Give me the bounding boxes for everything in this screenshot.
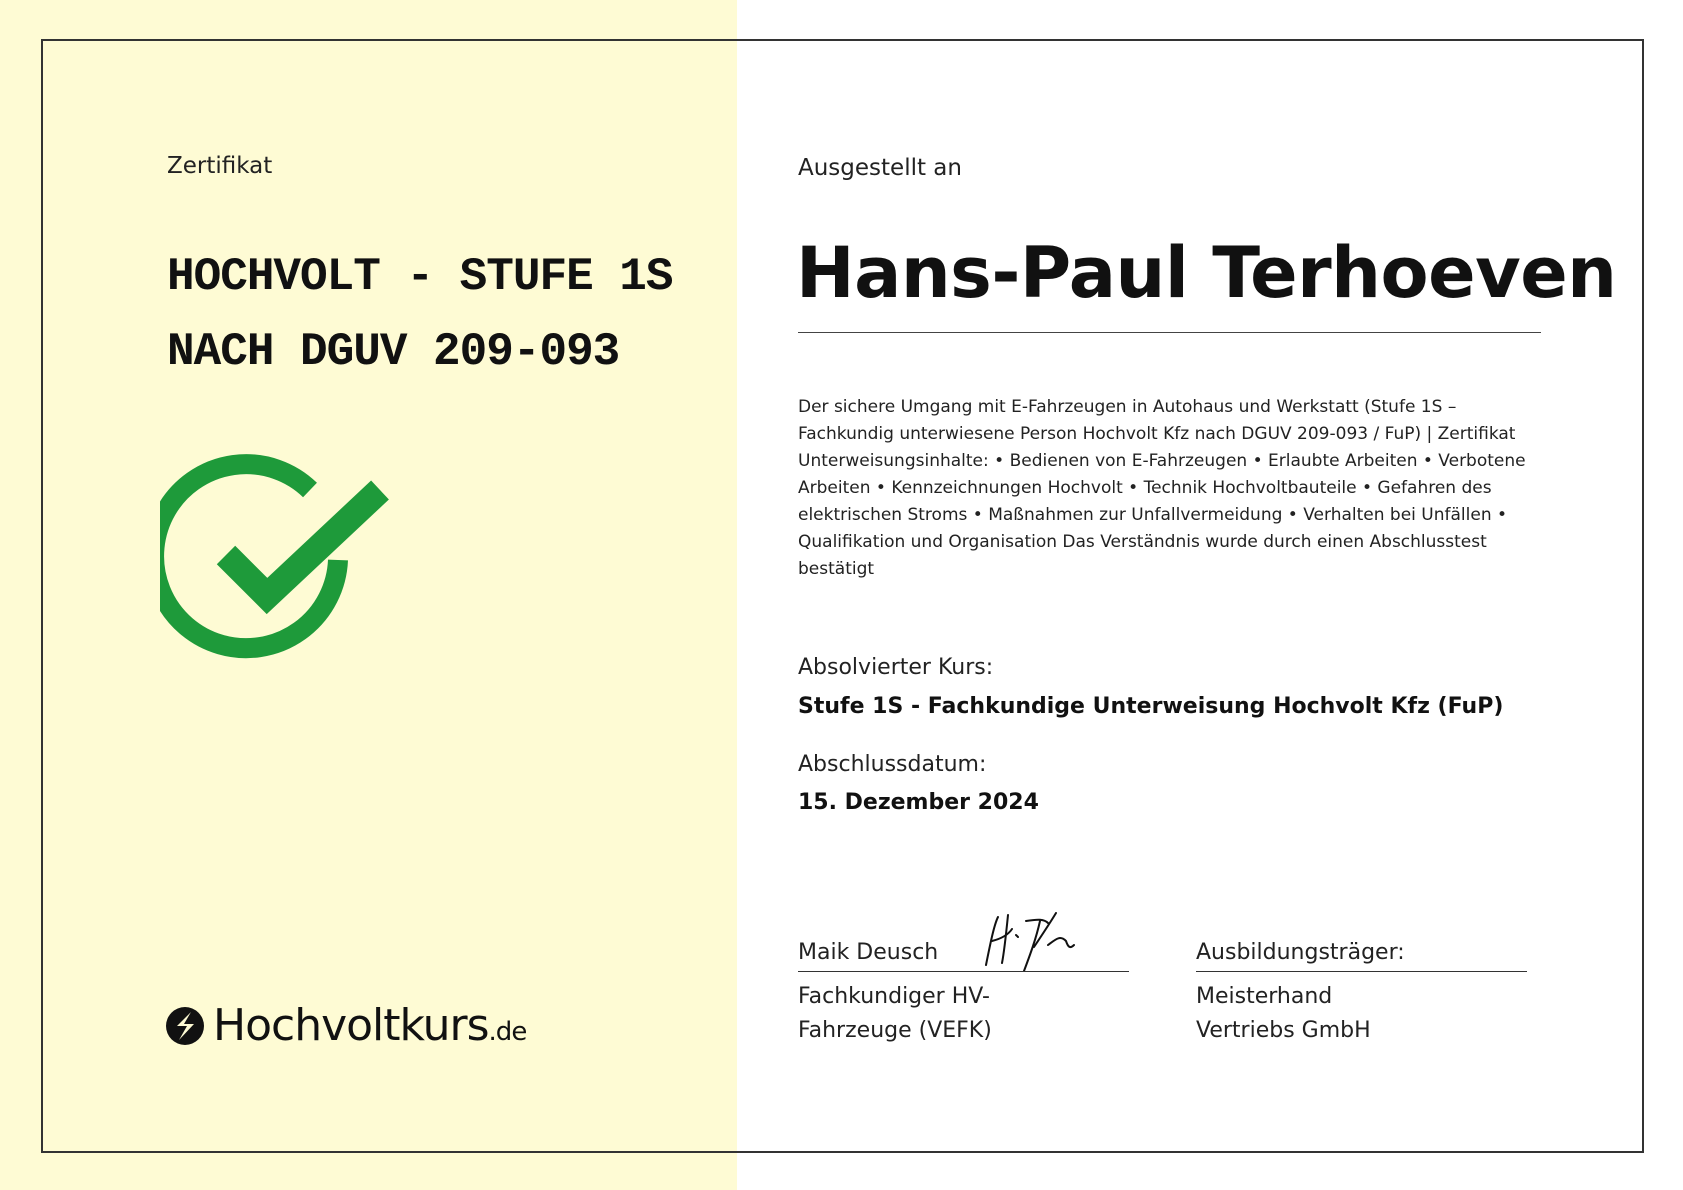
signatory-role: Fachkundiger HV-Fahrzeuge (VEFK) xyxy=(798,984,992,1043)
issued-to-label: Ausgestellt an xyxy=(798,155,962,181)
provider-value: Meisterhand Vertriebs GmbH xyxy=(1196,984,1371,1043)
bolt-s-icon xyxy=(165,1006,205,1046)
completion-date-value: 15. Dezember 2024 xyxy=(798,790,1039,815)
check-circle-icon xyxy=(160,450,400,670)
logo-wordmark xyxy=(213,1000,526,1051)
completion-date-label: Abschlussdatum: xyxy=(798,752,987,777)
provider-line xyxy=(1196,971,1527,972)
certificate-label: Zertifikat xyxy=(167,153,273,179)
logo-tld: .de xyxy=(488,1017,527,1047)
logo-text: Hochvoltkurs xyxy=(213,1000,489,1051)
brand-logo xyxy=(165,1000,526,1051)
course-label: Absolvierter Kurs: xyxy=(798,655,994,680)
name-divider xyxy=(798,332,1541,333)
recipient-name: Hans-Paul Terhoeven xyxy=(796,232,1617,314)
course-value: Stufe 1S - Fachkundige Unterweisung Hochvolt Kfz (FuP) xyxy=(798,694,1504,719)
signature-line xyxy=(798,971,1129,972)
provider-label: Ausbildungsträger: xyxy=(1196,940,1405,965)
handwritten-signature xyxy=(978,905,1088,975)
certificate-title: HOCHVOLT - STUFE 1S NACH DGUV 209-093 xyxy=(167,251,673,378)
certificate-description: Der sichere Umgang mit E-Fahrzeugen in Autohaus und Werkstatt (Stufe 1S – Fachkundig unterwiesene Person Hochvolt Kfz nach DGUV 209-093 / FuP) | Zertifikat Unterweisungsinhalte: • Bedienen von E-Fahrzeugen • Erlaubte Arbeiten • Verbotene Arbeiten • Kennzeichnungen Hochvolt • Technik Hochvoltbauteile • Gefahren des elektrischen Stroms • Maßnahmen zur Unfallvermeidung • Verhalten bei Unfällen • Qualifikation und Organisation Das Verständnis wurde durch einen Abschlusstest bestätigt xyxy=(798,397,1526,579)
signatory-name: Maik Deusch xyxy=(798,940,939,965)
